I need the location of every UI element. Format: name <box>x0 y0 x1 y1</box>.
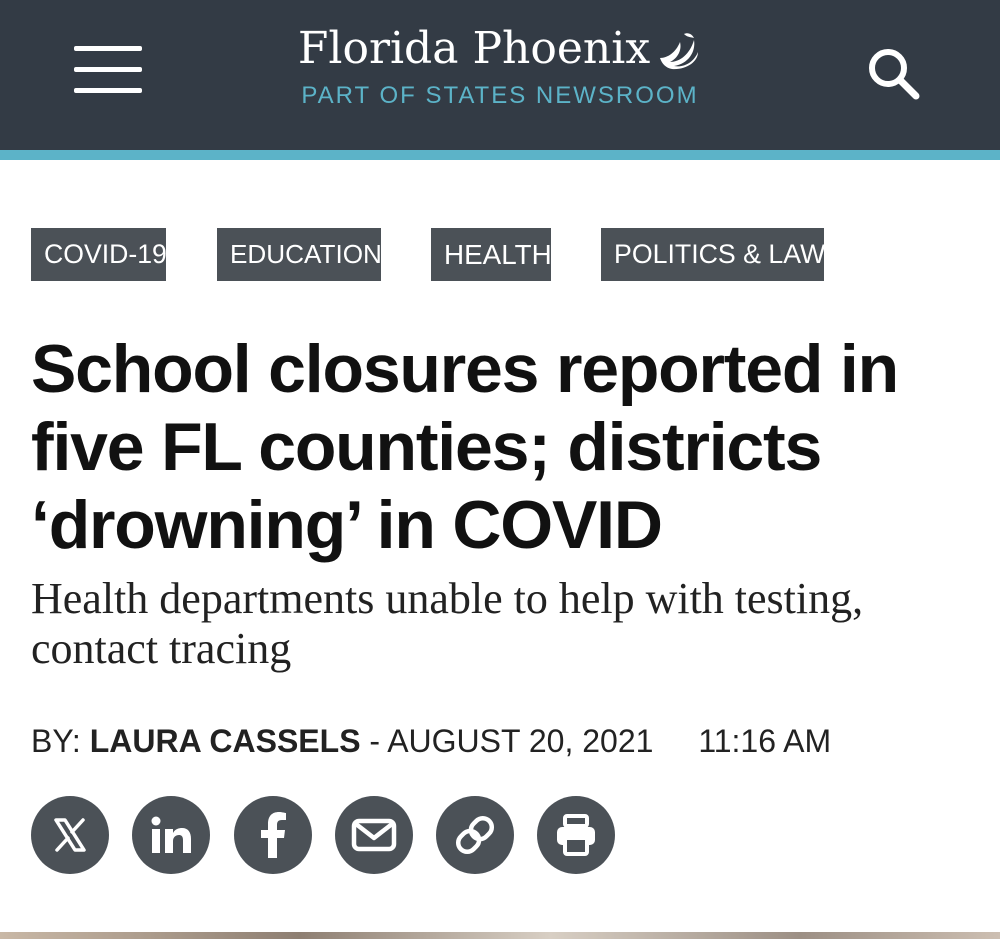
brand-name: Florida Phoenix <box>297 23 651 74</box>
facebook-icon <box>258 812 288 858</box>
search-icon <box>862 44 924 102</box>
search-button[interactable] <box>862 44 924 102</box>
publish-date: AUGUST 20, 2021 <box>387 723 654 759</box>
site-header <box>0 0 1000 150</box>
tag-covid-19[interactable]: COVID-19 <box>31 228 166 281</box>
email-icon <box>351 818 397 852</box>
x-icon <box>50 815 90 855</box>
phoenix-logo-icon <box>654 28 702 70</box>
share-link-button[interactable] <box>436 796 514 874</box>
article-image-edge <box>0 932 1000 939</box>
brand-tagline: PART OF STATES NEWSROOM <box>301 82 699 109</box>
share-email-button[interactable] <box>335 796 413 874</box>
publish-time: 11:16 AM <box>698 723 832 759</box>
author-link[interactable]: LAURA CASSELS <box>89 723 361 759</box>
share-facebook-button[interactable] <box>234 796 312 874</box>
byline-separator: - <box>369 723 381 759</box>
linkedin-icon <box>149 815 193 855</box>
share-x-button[interactable] <box>31 796 109 874</box>
tag-health[interactable]: HEALTH <box>431 228 551 281</box>
article-headline: School closures reported in five FL counties; districts ‘drowning’ in COVID <box>31 331 898 563</box>
print-button[interactable] <box>537 796 615 874</box>
tag-politics-law[interactable]: POLITICS & LAW <box>601 228 824 281</box>
byline-prefix: BY: <box>31 723 81 759</box>
print-icon <box>554 814 598 856</box>
byline <box>31 721 981 761</box>
site-logo[interactable] <box>250 22 750 122</box>
header-accent-stripe <box>0 150 1000 160</box>
link-icon <box>452 812 498 858</box>
hamburger-menu-icon <box>74 46 142 51</box>
tag-education[interactable]: EDUCATION <box>217 228 381 281</box>
menu-button[interactable] <box>74 44 144 96</box>
article-subheadline: Health departments unable to help with testing, contact tracing <box>31 574 864 673</box>
share-linkedin-button[interactable] <box>132 796 210 874</box>
